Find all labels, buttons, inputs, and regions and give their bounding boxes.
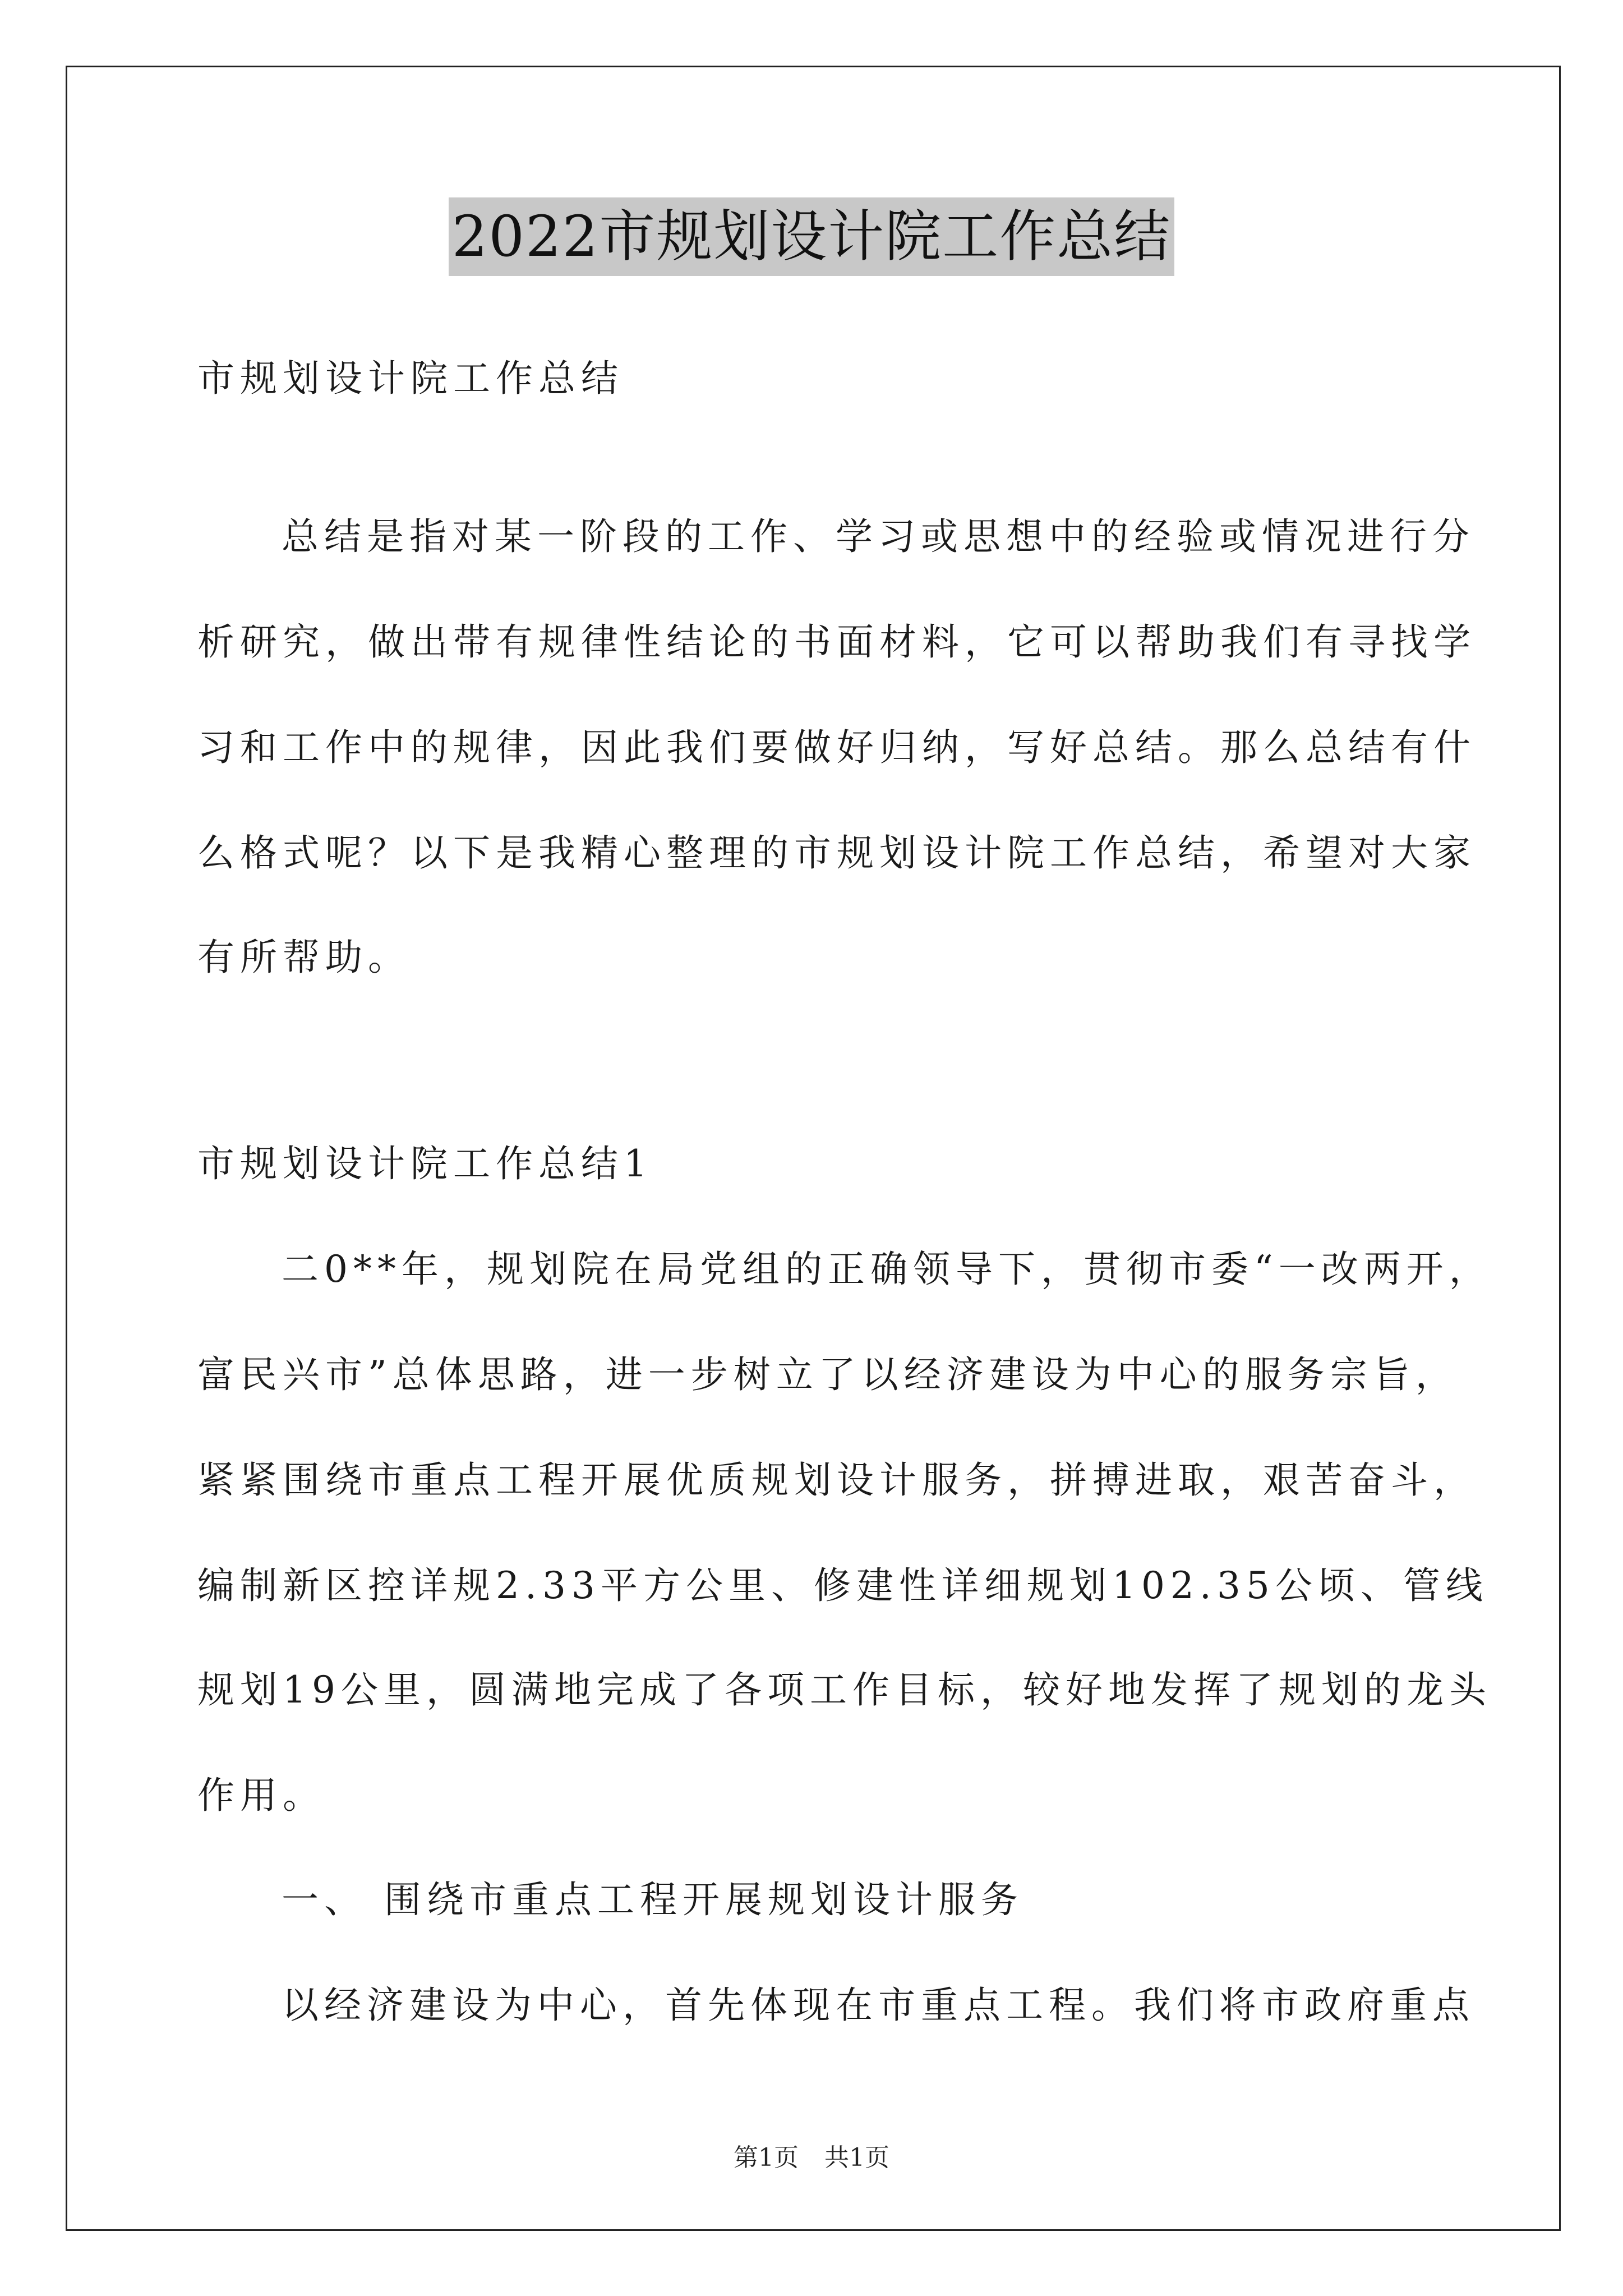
section-line: 编制新区控详规2.33平方公里、修建性详细规划102.35公顷、管线	[197, 1564, 1488, 1607]
intro-line: 么格式呢？以下是我精心整理的市规划设计院工作总结，希望对大家	[197, 831, 1476, 875]
intro-line: 析研究，做出带有规律性结论的书面材料，它可以帮助我们有寻找学	[197, 620, 1476, 664]
section-heading: 市规划设计院工作总结1	[197, 1142, 653, 1185]
intro-line: 有所帮助。	[197, 936, 411, 979]
page-number-current: 第1页	[734, 2143, 799, 2172]
document-subtitle: 市规划设计院工作总结	[197, 357, 624, 400]
title-container	[0, 197, 1623, 276]
section-line: 规划19公里，圆满地完成了各项工作目标，较好地发挥了规划的龙头	[197, 1668, 1492, 1711]
section-line: 紧紧围绕市重点工程开展优质规划设计服务，拼搏进取，艰苦奋斗，	[197, 1458, 1476, 1502]
section-line: 二0**年，规划院在局党组的正确领导下，贯彻市委“一改两开，	[282, 1248, 1492, 1291]
section-line: 作用。	[197, 1774, 325, 1817]
document-title: 2022市规划设计院工作总结	[449, 197, 1175, 276]
page-footer	[0, 2137, 1623, 2173]
intro-line: 习和工作中的规律，因此我们要做好归纳，写好总结。那么总结有什	[197, 726, 1476, 769]
item-line: 以经济建设为中心，首先体现在市重点工程。我们将市政府重点	[282, 1984, 1475, 2027]
page-number-total: 共1页	[824, 2143, 889, 2172]
section-line: 富民兴市”总体思路，进一步树立了以经济建设为中心的服务宗旨，	[197, 1353, 1458, 1396]
intro-line: 总结是指对某一阶段的工作、学习或思想中的经验或情况进行分	[282, 515, 1475, 558]
item-heading: 一、 围绕市重点工程开展规划设计服务	[282, 1878, 1023, 1921]
